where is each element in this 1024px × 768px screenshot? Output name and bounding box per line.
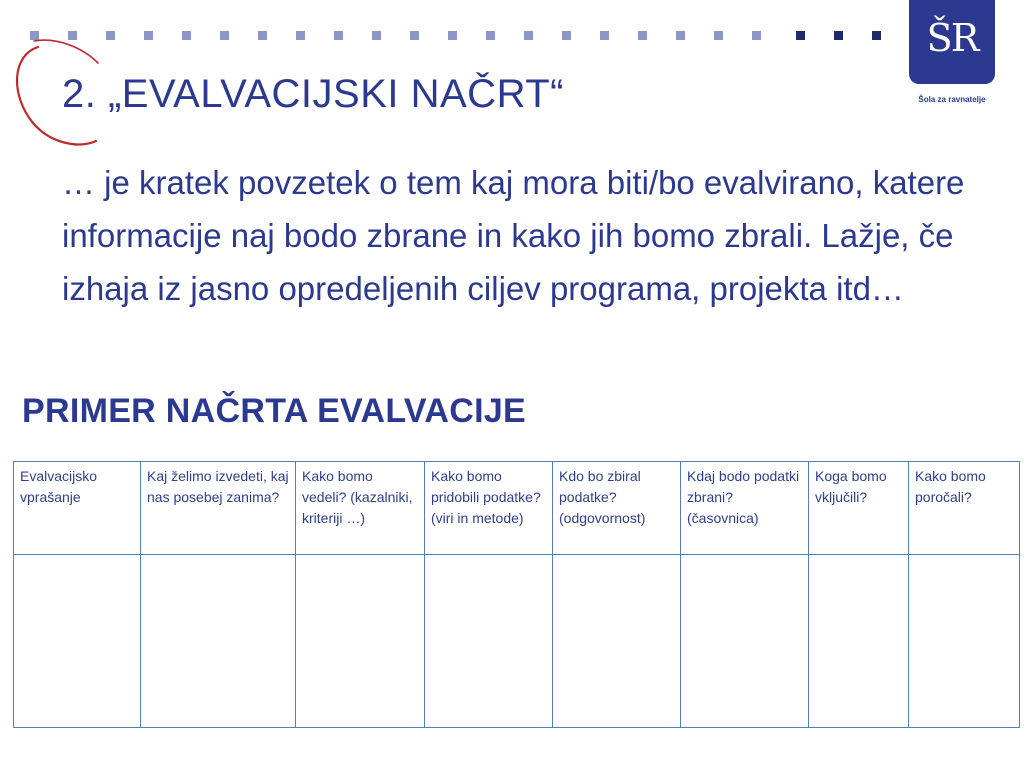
table-cell bbox=[809, 555, 909, 728]
dot bbox=[562, 31, 571, 40]
table-header-cell: Kako bomo pridobili podatke? (viri in metode) bbox=[425, 462, 553, 555]
table-header-cell: Kako bomo vedeli? (kazalniki, kriteriji …) bbox=[296, 462, 425, 555]
dot bbox=[220, 31, 229, 40]
dot bbox=[872, 31, 881, 40]
dot bbox=[638, 31, 647, 40]
decorative-dots bbox=[30, 31, 890, 43]
table-header-cell: Kaj želimo izvedeti, kaj nas posebej zanima? bbox=[141, 462, 296, 555]
logo-caption: Šola za ravnatelje bbox=[918, 95, 986, 104]
school-logo bbox=[909, 0, 995, 84]
dot bbox=[372, 31, 381, 40]
dot bbox=[600, 31, 609, 40]
slide-title: 2. „EVALVACIJSKI NAČRT“ bbox=[62, 72, 564, 116]
table-header-row bbox=[14, 462, 1020, 555]
table-cell bbox=[681, 555, 809, 728]
slide-body-text: … je kratek povzetek o tem kaj mora biti/bo evalvirano, katere informacije naj bodo zbrane in kako jih bomo zbrali. Lažje, če izhaja iz jasno opredeljenih ciljev programa, projekta itd… bbox=[62, 164, 965, 307]
table-header-cell: Evalvacijsko vprašanje bbox=[14, 462, 141, 555]
evaluation-plan-table bbox=[13, 461, 1020, 728]
dot bbox=[524, 31, 533, 40]
dot bbox=[410, 31, 419, 40]
dot bbox=[752, 31, 761, 40]
table-cell bbox=[14, 555, 141, 728]
dot bbox=[448, 31, 457, 40]
example-heading: PRIMER NAČRTA EVALVACIJE bbox=[22, 392, 527, 430]
table-header-cell: Kdo bo zbiral podatke? (odgovornost) bbox=[553, 462, 681, 555]
dot bbox=[486, 31, 495, 40]
dot bbox=[834, 31, 843, 40]
table-row bbox=[14, 555, 1020, 728]
dot bbox=[676, 31, 685, 40]
table-cell bbox=[141, 555, 296, 728]
table-cell bbox=[425, 555, 553, 728]
table-cell bbox=[553, 555, 681, 728]
dot bbox=[796, 31, 805, 40]
dot bbox=[714, 31, 723, 40]
table-header-cell: Kako bomo poročali? bbox=[909, 462, 1020, 555]
logo-mark: ŠR bbox=[926, 16, 978, 60]
dot bbox=[144, 31, 153, 40]
table-header-cell: Koga bomo vključili? bbox=[809, 462, 909, 555]
table-cell bbox=[909, 555, 1020, 728]
dot bbox=[334, 31, 343, 40]
dot bbox=[182, 31, 191, 40]
table-header-cell: Kdaj bodo podatki zbrani? (časovnica) bbox=[681, 462, 809, 555]
table-cell bbox=[296, 555, 425, 728]
dot bbox=[296, 31, 305, 40]
dot bbox=[258, 31, 267, 40]
